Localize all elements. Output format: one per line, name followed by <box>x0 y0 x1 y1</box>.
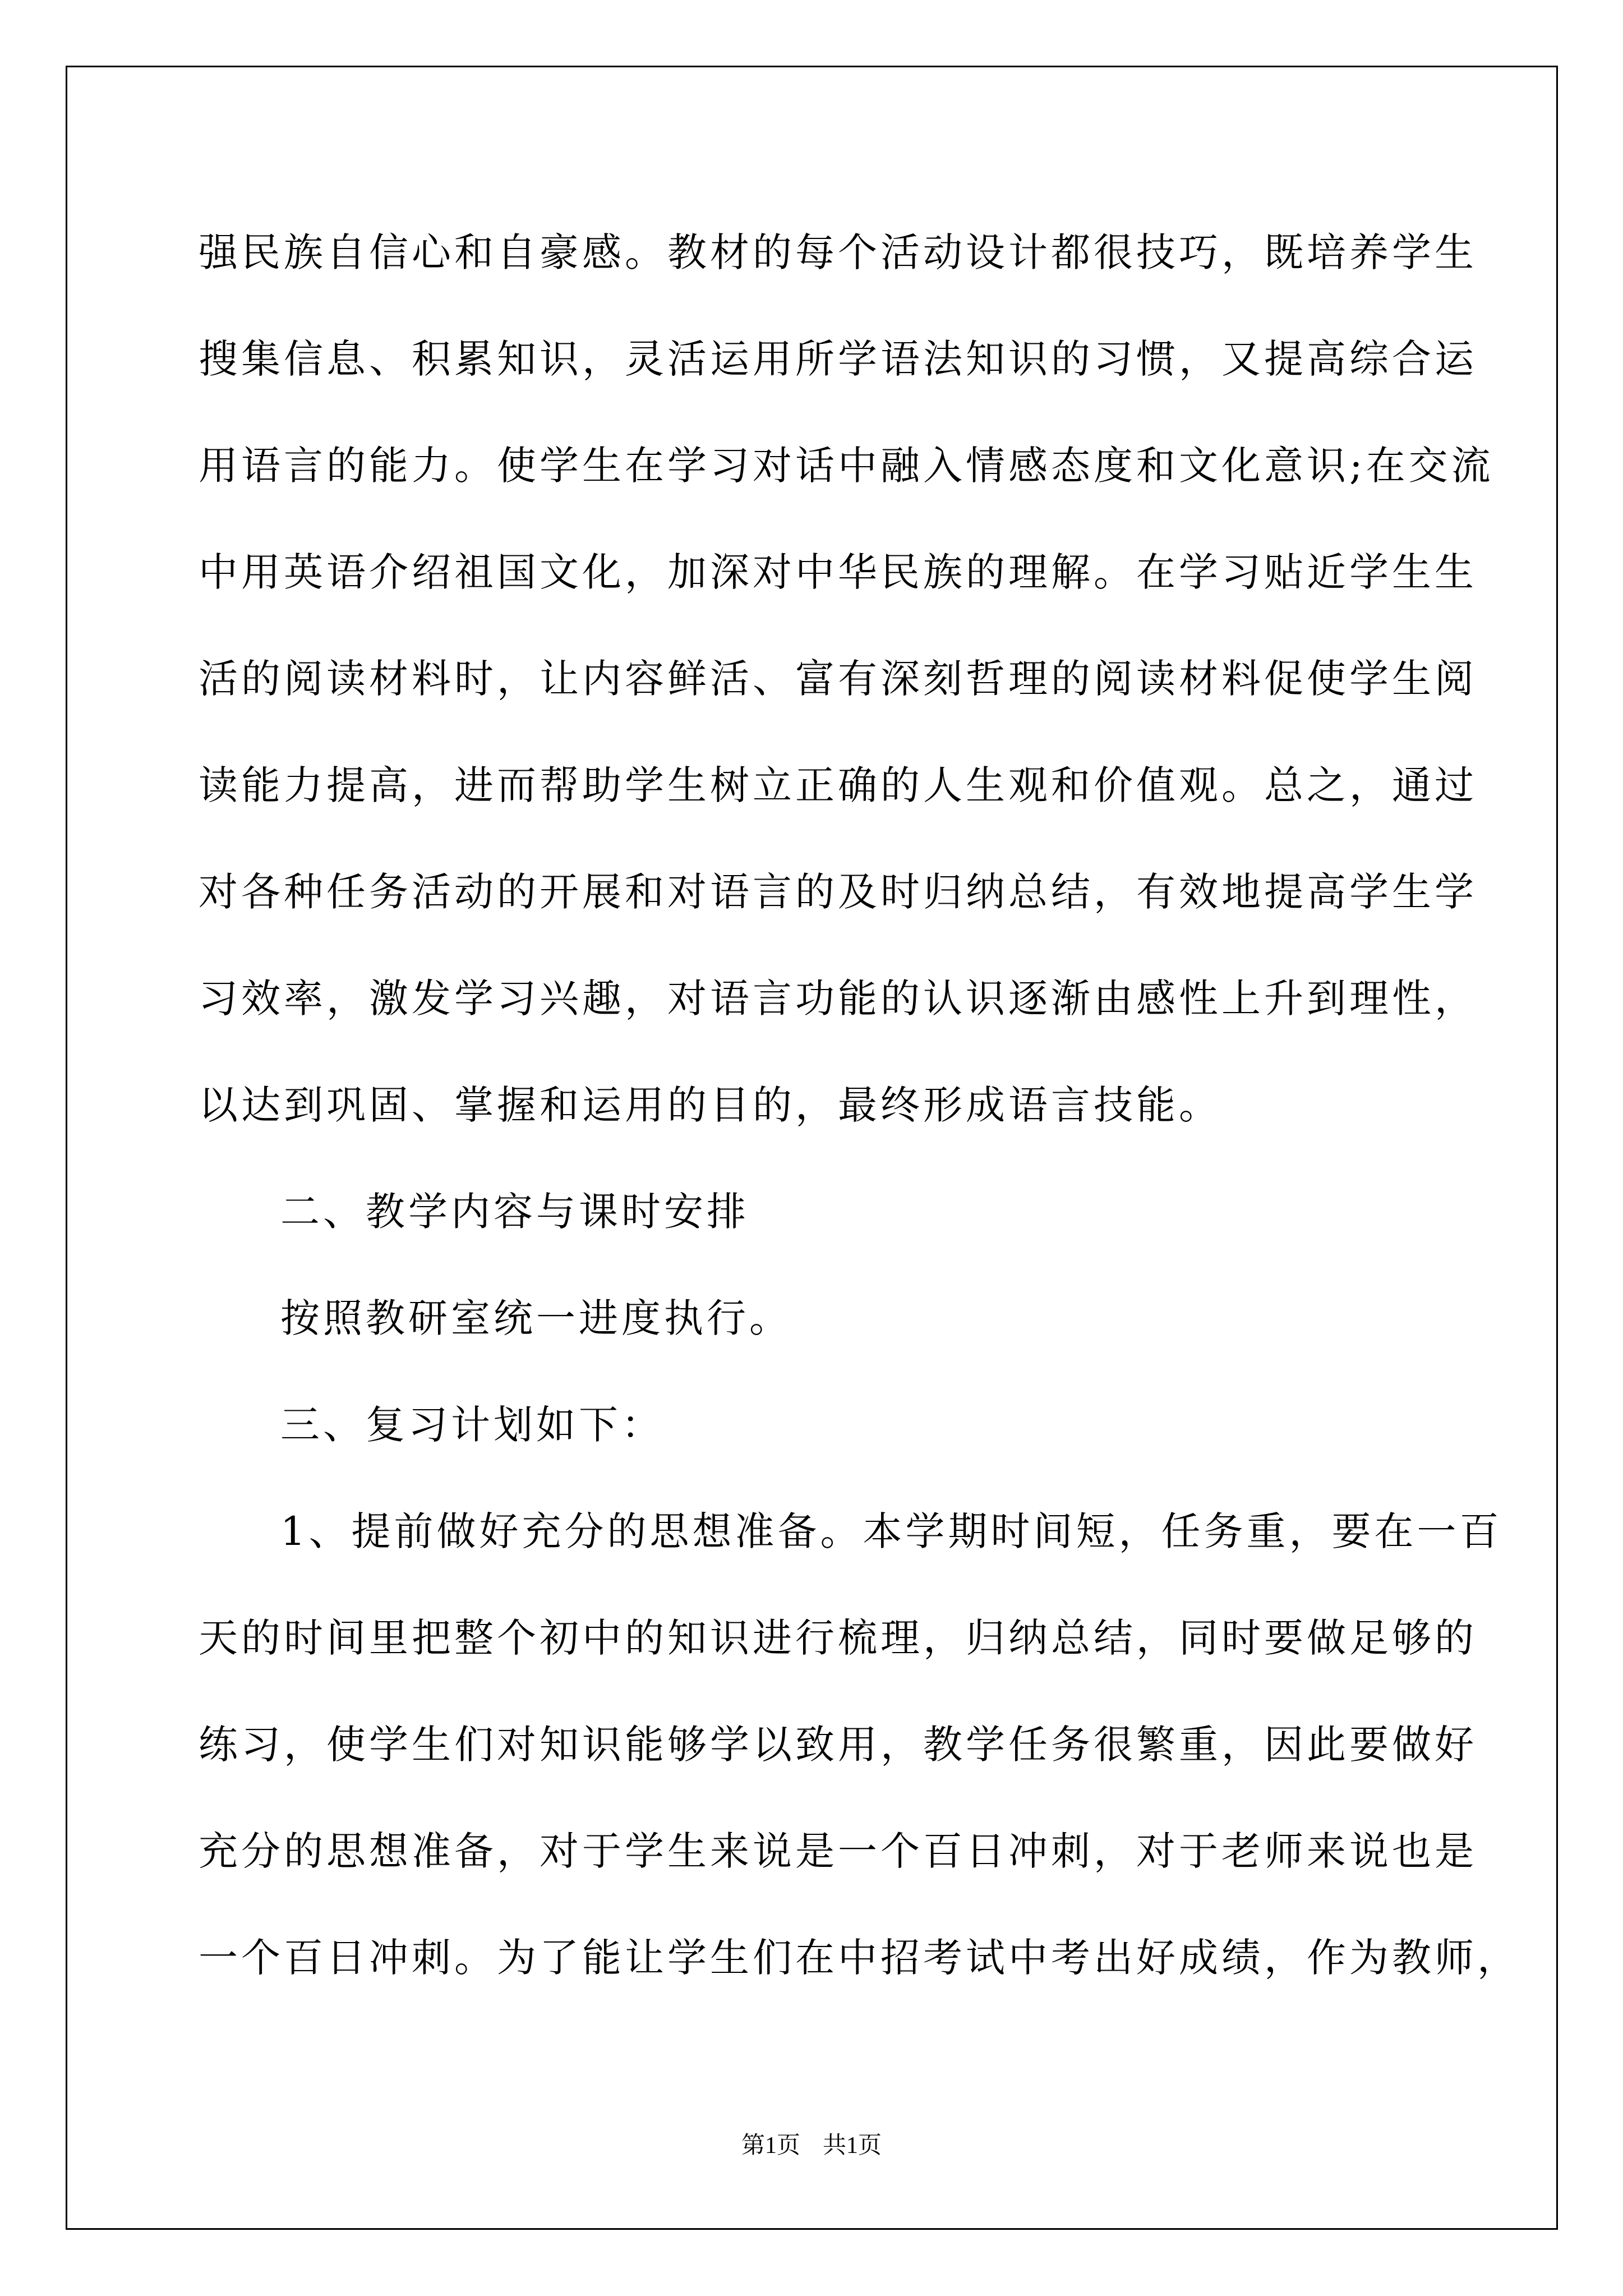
document-body <box>199 210 1520 2022</box>
body-line: 天的时间里把整个初中的知识进行梳理，归纳总结，同时要做足够的 <box>199 1615 1477 1661</box>
body-line: 搜集信息、积累知识，灵活运用所学语法知识的习惯，又提高综合运 <box>199 336 1477 382</box>
body-line: 充分的思想准备，对于学生来说是一个百日冲刺，对于老师来说也是 <box>199 1828 1477 1874</box>
body-line: 用语言的能力。使学生在学习对话中融入情感态度和文化意识;在交流 <box>199 443 1494 489</box>
body-line: 一个百日冲刺。为了能让学生们在中招考试中考出好成绩，作为教师， <box>199 1935 1520 1981</box>
section-heading: 三、复习计划如下： <box>280 1402 664 1448</box>
body-line: 练习，使学生们对知识能够学以致用，教学任务很繁重，因此要做好 <box>199 1722 1477 1768</box>
page-footer <box>0 2129 1623 2162</box>
body-line: 读能力提高，进而帮助学生树立正确的人生观和价值观。总之，通过 <box>199 762 1477 808</box>
body-line: 中用英语介绍祖国文化，加深对中华民族的理解。在学习贴近学生生 <box>199 549 1477 595</box>
section-heading: 二、教学内容与课时安排 <box>280 1189 749 1235</box>
body-line: 对各种任务活动的开展和对语言的及时归纳总结，有效地提高学生学 <box>199 869 1477 915</box>
page-number: 第1页 <box>741 2133 800 2159</box>
body-line: 强民族自信心和自豪感。教材的每个活动设计都很技巧，既培养学生 <box>199 229 1477 275</box>
list-item-line: 1、提前做好充分的思想准备。本学期时间短，任务重，要在一百 <box>280 1508 1502 1554</box>
body-line: 活的阅读材料时，让内容鲜活、富有深刻哲理的阅读材料促使学生阅 <box>199 656 1477 702</box>
page-total: 共1页 <box>823 2133 882 2159</box>
body-line: 按照教研室统一进度执行。 <box>280 1295 792 1341</box>
body-line: 以达到巩固、掌握和运用的目的，最终形成语言技能。 <box>199 1082 1221 1128</box>
body-line: 习效率，激发学习兴趣，对语言功能的认识逐渐由感性上升到理性， <box>199 976 1477 1022</box>
